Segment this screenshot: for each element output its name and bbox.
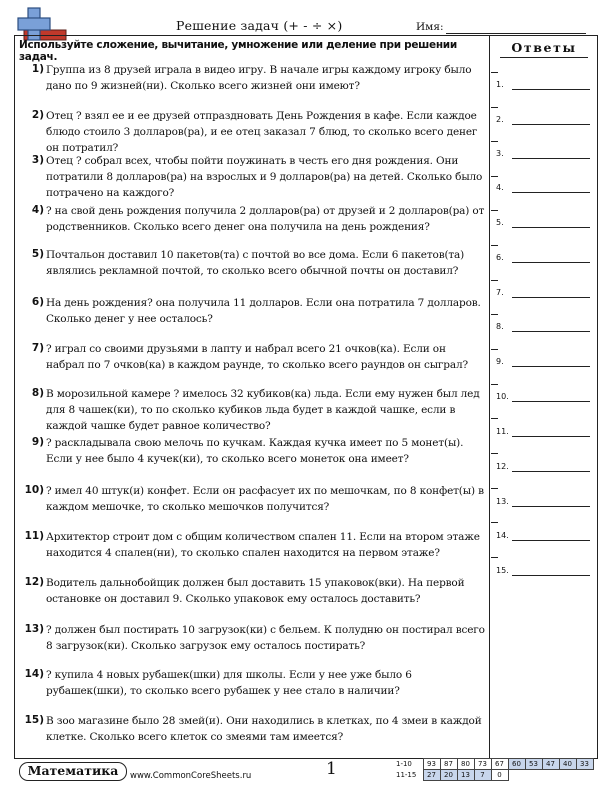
answer-blank[interactable] (512, 471, 590, 472)
answer-row (496, 149, 592, 163)
answer-row (496, 392, 592, 406)
problem-text: В морозильной камере ? имелось 32 кубиков(ка) льда. Если ему нужен был лед для 8 чашек(ки), то по сколько кубиков льда будет в каждой чашке, если в каждой чашке будет равное количество? (46, 388, 480, 432)
problem-text: На день рождения? она получила 11 долларов. Если она потратила 7 долларов. Сколько денег у нее осталось? (46, 297, 481, 325)
score-cell: 60 (508, 759, 525, 770)
answer-blank[interactable] (512, 506, 590, 507)
answer-number: 13. (496, 497, 509, 506)
answer-row (496, 462, 592, 476)
answer-row (496, 80, 592, 94)
problem-number: 1) (31, 63, 44, 75)
answer-number: 11. (496, 427, 509, 436)
score-cell: 40 (559, 759, 576, 770)
answer-blank[interactable] (512, 401, 590, 402)
answer-blank[interactable] (512, 89, 590, 90)
score-cell: 73 (474, 759, 491, 770)
score-cell: 0 (491, 770, 508, 781)
divider-tick (491, 210, 498, 211)
name-field[interactable] (446, 33, 586, 34)
problem-number: 8) (31, 387, 44, 399)
score-cell: 7 (474, 770, 491, 781)
answer-number: 15. (496, 566, 509, 575)
divider-tick (491, 141, 498, 142)
score-table (396, 758, 594, 781)
score-cell: 80 (457, 759, 474, 770)
answer-blank[interactable] (512, 262, 590, 263)
problem-text: Отец ? взял ее и ее друзей отпраздновать День Рождения в кафе. Если каждое блюдо стоило 3 долларов(ра), и ее отец заказал 7 блюд, то сколько всего денег он потратил? (46, 110, 478, 154)
problem-number: 15) (24, 714, 44, 726)
score-cell: 67 (491, 759, 508, 770)
problem-text: ? имел 40 штук(и) конфет. Если он расфасует их по мешочкам, по 8 конфет(ы) в каждом мешочке, то сколько мешочков получится? (46, 485, 484, 513)
answer-number: 3. (496, 149, 504, 158)
divider-tick (491, 314, 498, 315)
problem-number: 9) (31, 436, 44, 448)
answer-number: 6. (496, 253, 504, 262)
answer-number: 1. (496, 80, 504, 89)
problem-text: ? играл со своими друзьями в лапту и набрал всего 21 очков(ка). Если он набрал по 7 очков(ка) в каждом раунде, то сколько всего раундов он сыграл? (46, 343, 468, 371)
divider-tick (491, 453, 498, 454)
name-label: Имя: (416, 21, 444, 33)
instructions: Используйте сложение, вычитание, умножение или деление при решении задач. (19, 39, 457, 63)
answer-row (496, 115, 592, 129)
answer-row (496, 183, 592, 197)
score-cell: 93 (423, 759, 440, 770)
answer-number: 14. (496, 531, 509, 540)
score-cell: 47 (542, 759, 559, 770)
problem-text: ? раскладывала свою мелочь по кучкам. Каждая кучка имеет по 5 монет(ы). Если у нее было 4 кучек(ки), то сколько всего монеток она имеет? (46, 437, 464, 465)
answer-blank[interactable] (512, 575, 590, 576)
answer-blank[interactable] (512, 540, 590, 541)
problem-text: ? должен был постирать 10 загрузок(ки) с бельем. К полудню он постирал всего 8 загрузок(ки). Сколько загрузок ему осталось постирать? (46, 624, 485, 652)
answer-row (496, 566, 592, 580)
divider-tick (491, 245, 498, 246)
answer-number: 10. (496, 392, 509, 401)
answer-blank[interactable] (512, 297, 590, 298)
problem-text: Группа из 8 друзей играла в видео игру. В начале игры каждому игроку было дано по 9 жизней(ни). Сколько всего жизней они имеют? (46, 64, 472, 92)
problem-number: 7) (31, 342, 44, 354)
divider-tick (491, 280, 498, 281)
problem-text: Почтальон доставил 10 пакетов(та) с почтой во все дома. Если 6 пакетов(та) являлись рекламной почтой, то сколько всего обычной почты он доставил? (46, 249, 465, 277)
score-cell: 33 (576, 759, 593, 770)
score-cell: 53 (525, 759, 542, 770)
answer-number: 5. (496, 218, 504, 227)
divider-tick (491, 349, 498, 350)
score-cell: 27 (423, 770, 440, 781)
answer-number: 7. (496, 288, 504, 297)
problem-text: ? купила 4 новых рубашек(шки) для школы. Если у нее уже было 6 рубашек(шки), то сколько всего рубашек у нее стало в наличии? (46, 669, 412, 697)
answer-blank[interactable] (512, 192, 590, 193)
problem-text: Архитектор строит дом с общим количеством спален 11. Если на втором этаже находится 4 спален(ни), то сколько спален находится на первом этаже? (46, 531, 480, 559)
answer-number: 12. (496, 462, 509, 471)
problem-text: Отец ? собрал всех, чтобы пойти поужинать в честь его дня рождения. Они потратили 8 долларов(ра) на взрослых и 9 долларов(ра) на детей. Сколько было потрачено на каждого? (46, 155, 483, 199)
answer-row (496, 218, 592, 232)
problem-number: 11) (24, 530, 44, 542)
score-cell: 20 (440, 770, 457, 781)
answer-blank[interactable] (512, 124, 590, 125)
problem-text: В зоо магазине было 28 змей(и). Они находились в клетках, по 4 змеи в каждой клетке. Сколько всего клеток со змеями там имеется? (46, 715, 482, 743)
score-cell: 13 (457, 770, 474, 781)
answer-row (496, 427, 592, 441)
answer-blank[interactable] (512, 158, 590, 159)
worksheet-title: Решение задач (+ - ÷ ×) (176, 18, 343, 33)
page-number: 1 (326, 759, 337, 779)
answer-row (496, 288, 592, 302)
answer-row (496, 322, 592, 336)
divider-tick (491, 418, 498, 419)
answer-number: 4. (496, 183, 504, 192)
answer-row (496, 357, 592, 371)
problem-number: 2) (31, 109, 44, 121)
problem-number: 5) (31, 248, 44, 260)
site-url[interactable]: www.CommonCoreSheets.ru (130, 771, 252, 781)
answer-blank[interactable] (512, 436, 590, 437)
divider-tick (491, 176, 498, 177)
problem-text: Водитель дальнобойщик должен был доставить 15 упаковок(вки). На первой остановке он доставил 9. Сколько упаковок ему осталось доставить? (46, 577, 465, 605)
answer-blank[interactable] (512, 227, 590, 228)
answer-blank[interactable] (512, 366, 590, 367)
problem-number: 10) (24, 484, 44, 496)
answer-row (496, 497, 592, 511)
score-row (396, 770, 593, 781)
divider-tick (491, 488, 498, 489)
answer-number: 9. (496, 357, 504, 366)
answer-blank[interactable] (512, 331, 590, 332)
divider-tick (491, 107, 498, 108)
divider-tick (491, 384, 498, 385)
answer-number: 8. (496, 322, 504, 331)
problem-number: 14) (24, 668, 44, 680)
score-cell: 87 (440, 759, 457, 770)
answer-row (496, 531, 592, 545)
answer-number: 2. (496, 115, 504, 124)
score-row-label: 11-15 (396, 771, 417, 779)
problem-number: 12) (24, 576, 44, 588)
score-row-label: 1-10 (396, 760, 412, 768)
problem-number: 3) (31, 154, 44, 166)
answer-row (496, 253, 592, 267)
subject-badge: Математика (19, 762, 127, 781)
answers-heading: Ответы (500, 40, 588, 58)
divider-tick (491, 72, 498, 73)
answer-column-divider (489, 35, 490, 759)
score-row (396, 759, 593, 770)
divider-tick (491, 522, 498, 523)
problem-number: 6) (31, 296, 44, 308)
problem-number: 13) (24, 623, 44, 635)
problem-number: 4) (31, 204, 44, 216)
problem-text: ? на свой день рождения получила 2 долларов(ра) от друзей и 2 долларов(ра) от родственников. Сколько всего денег она получила на день рождения? (46, 205, 485, 233)
divider-tick (491, 557, 498, 558)
